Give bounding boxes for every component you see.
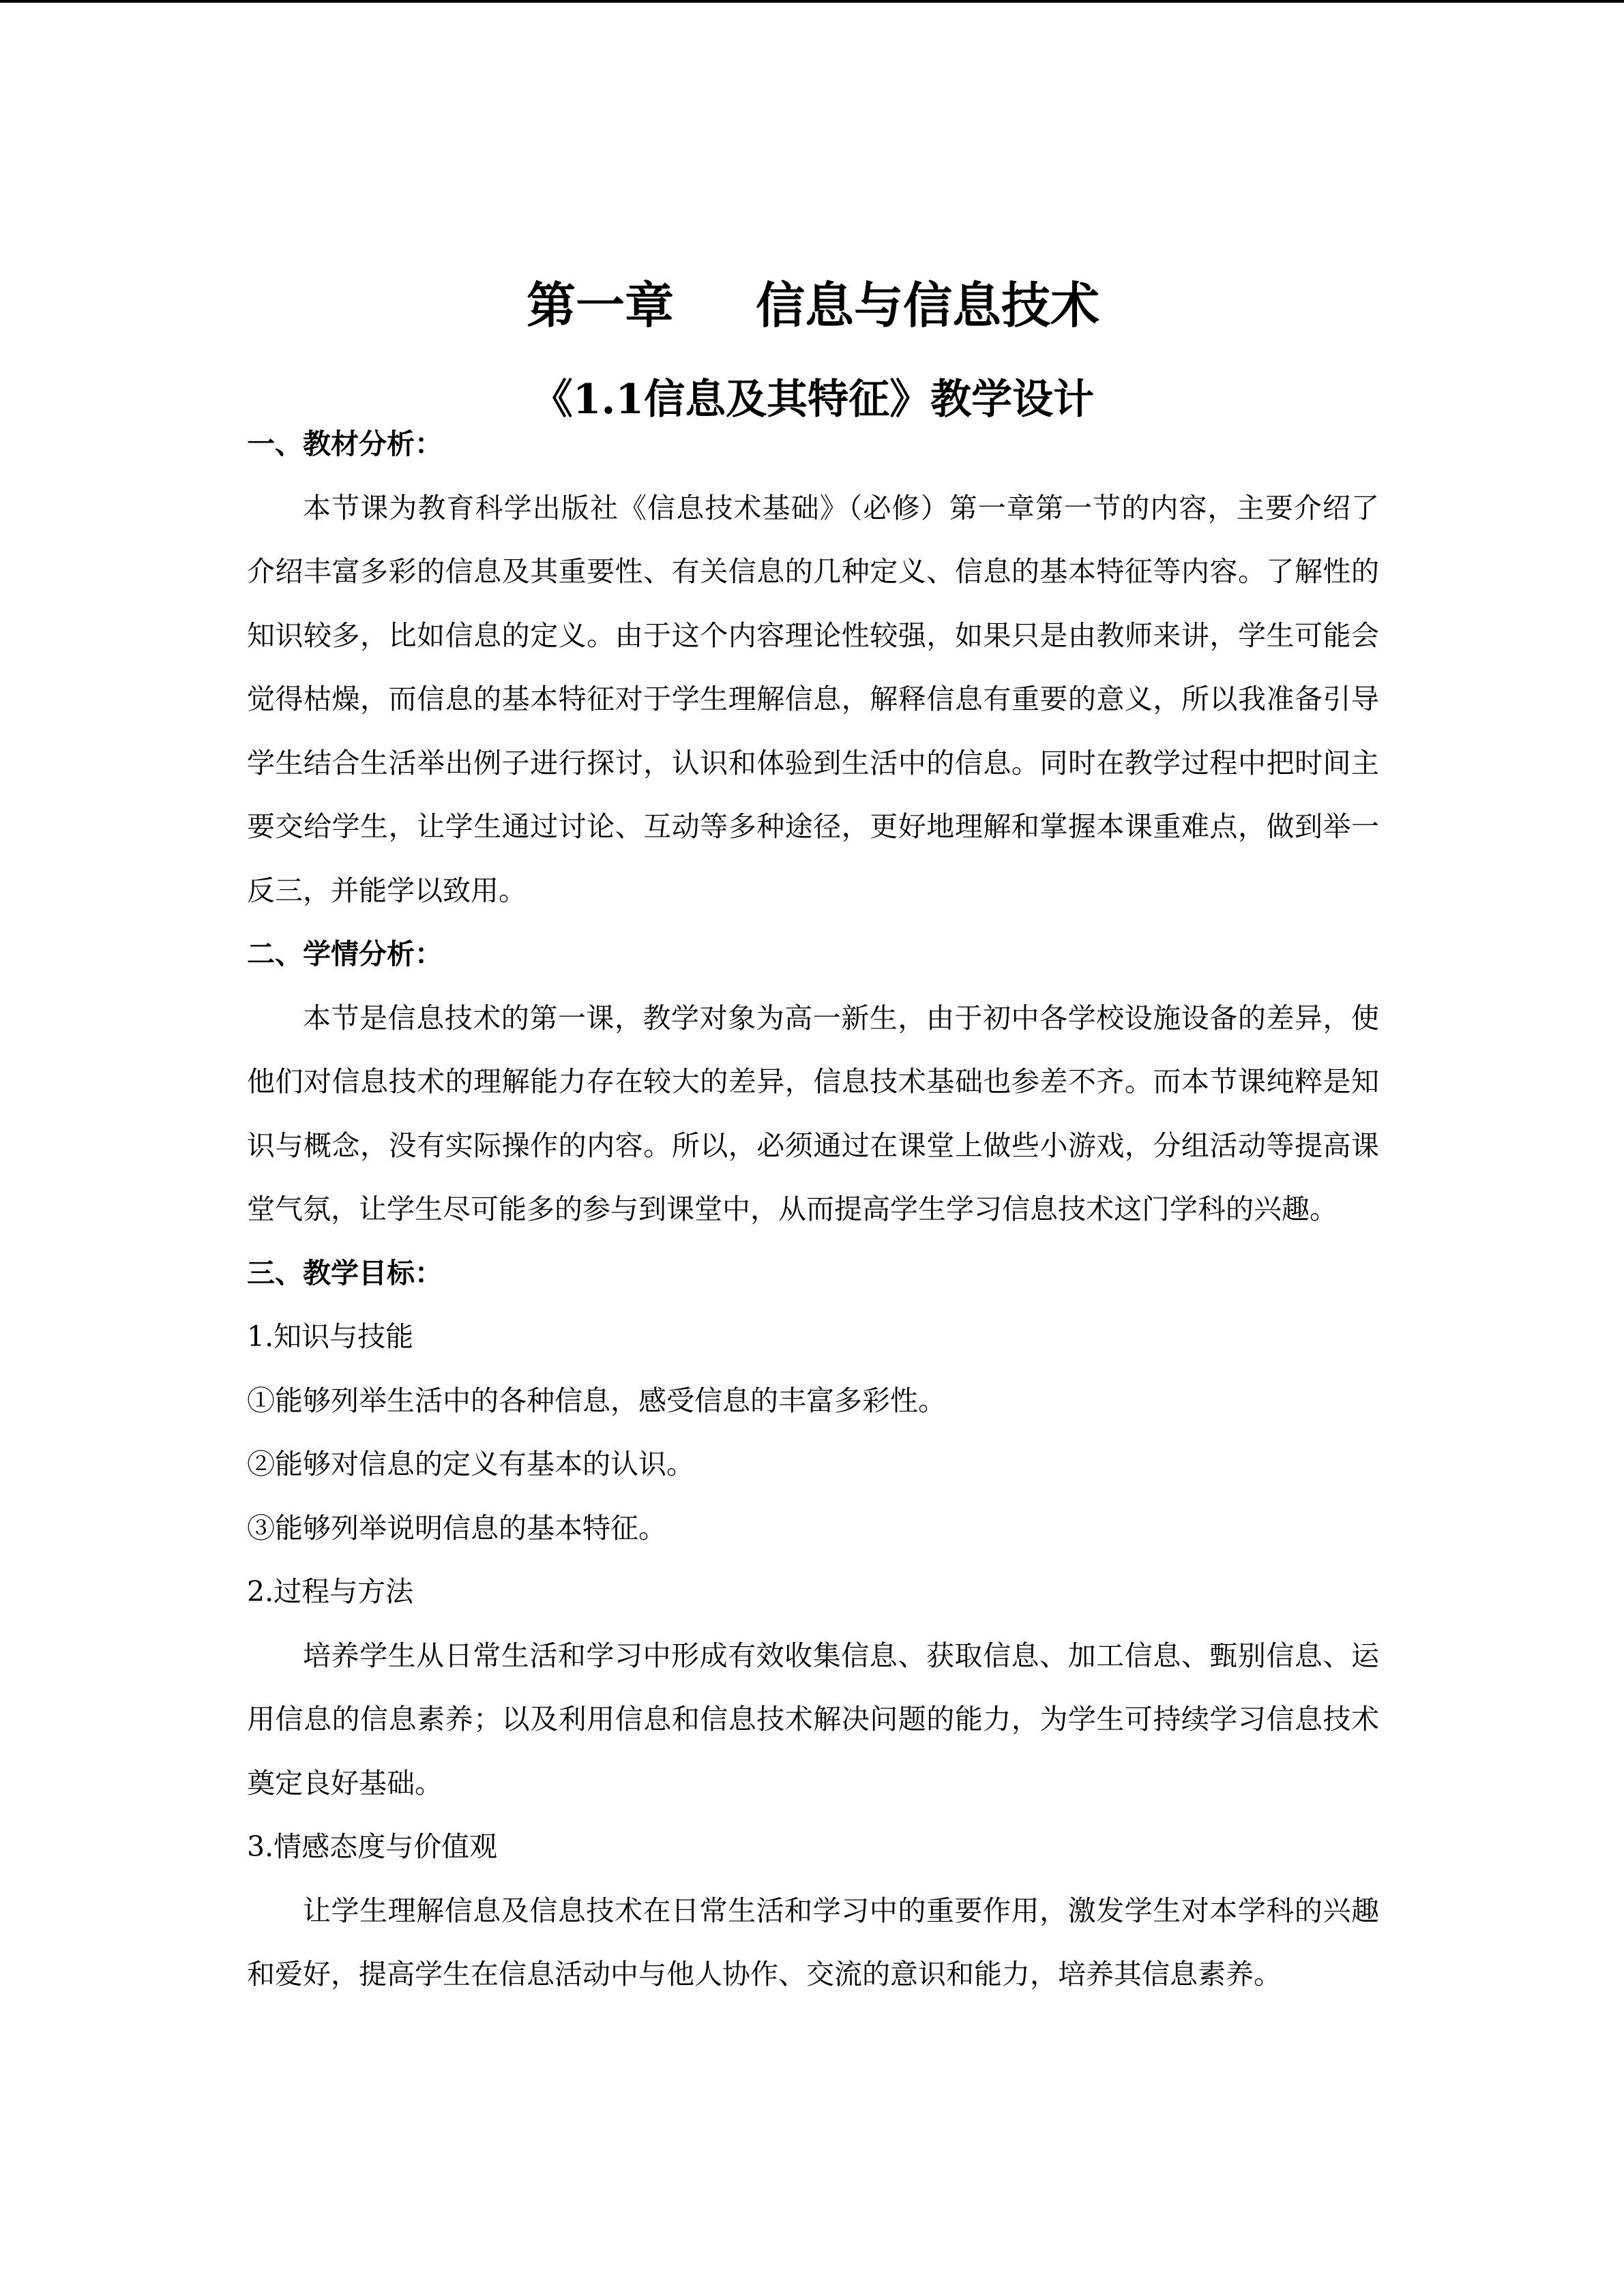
section-heading-student-analysis: 二、学情分析： <box>247 938 443 970</box>
document-body <box>247 413 1379 2007</box>
objective-emotion-paragraph: 让学生理解信息及信息技术在日常生活和学习中的重要作用，激发学生对本学科的兴趣和爱好，提高学生在信息活动中与他人协作、交流的意识和能力，培养其信息素养。 <box>247 1894 1379 1991</box>
objective-knowledge-title: 1.知识与技能 <box>247 1320 414 1353</box>
lesson-title: 《1.1信息及其特征》教学设计 <box>531 375 1095 423</box>
chapter-name: 信息与信息技术 <box>756 276 1100 335</box>
material-analysis-paragraph: 本节课为教育科学出版社《信息技术基础》（必修）第一章第一节的内容，主要介绍了介绍丰富多彩的信息及其重要性、有关信息的几种定义、信息的基本特征等内容。了解性的知识较多，比如信息的定义。由于这个内容理论性较强，如果只是由教师来讲，学生可能会觉得枯燥，而信息的基本特征对于学生理解信息，解释信息有重要的意义，所以我准备引导学生结合生活举出例子进行探讨，认识和体验到生活中的信息。同时在教学过程中把时间主要交给学生，让学生通过讨论、互动等多种途径，更好地理解和掌握本课重难点，做到举一反三，并能学以致用。 <box>247 491 1379 907</box>
objective-knowledge-item: ②能够对信息的定义有基本的认识。 <box>247 1448 694 1480</box>
objective-knowledge-item: ③能够列举说明信息的基本特征。 <box>247 1511 666 1545</box>
objective-process-title: 2.过程与方法 <box>247 1575 414 1608</box>
chapter-title <box>247 271 1379 340</box>
objective-emotion-title: 3.情感态度与价值观 <box>247 1830 498 1863</box>
objective-knowledge-item: ①能够列举生活中的各种信息，感受信息的丰富多彩性。 <box>247 1384 946 1417</box>
section-heading-objectives: 三、教学目标： <box>247 1256 443 1289</box>
section-heading-material-analysis: 一、教材分析： <box>247 428 443 460</box>
objective-process-paragraph: 培养学生从日常生活和学习中形成有效收集信息、获取信息、加工信息、甄别信息、运用信息的信息素养；以及利用信息和信息技术解决问题的能力，为学生可持续学习信息技术奠定良好基础。 <box>247 1639 1379 1800</box>
page-top-border <box>0 0 1624 3</box>
student-analysis-paragraph: 本节是信息技术的第一课，教学对象为高一新生，由于初中各学校设施设备的差异，使他们对信息技术的理解能力存在较大的差异，信息技术基础也参差不齐。而本节课纯粹是知识与概念，没有实际操作的内容。所以，必须通过在课堂上做些小游戏，分组活动等提高课堂气氛，让学生尽可能多的参与到课堂中，从而提高学生学习信息技术这门学科的兴趣。 <box>247 1001 1379 1225</box>
chapter-number: 第一章 <box>526 276 674 335</box>
